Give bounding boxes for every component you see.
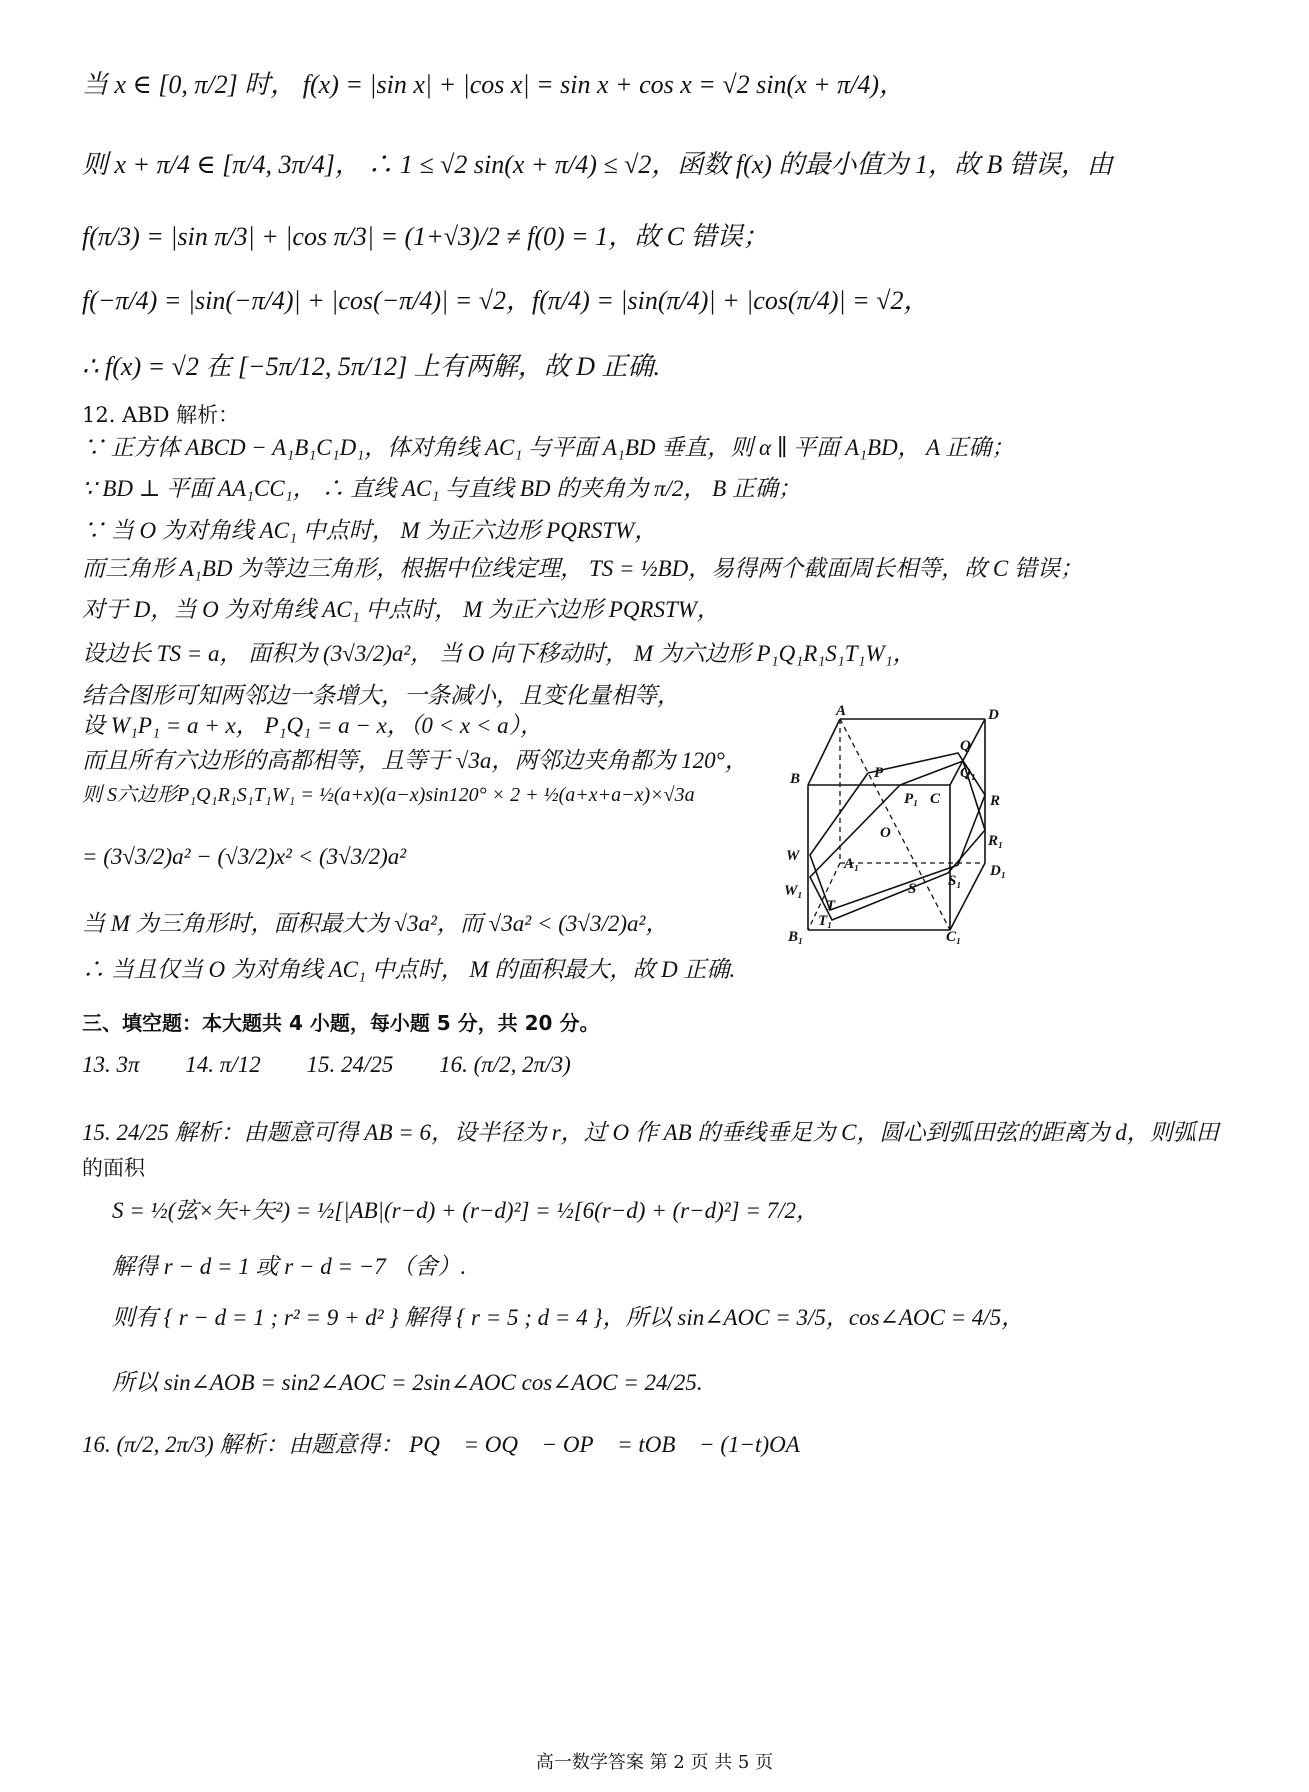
label-T1: T₁ [818, 913, 833, 929]
label-D: D [988, 707, 999, 723]
p12-line-6: 设边长 TS = a， 面积为 (3√3/2)a²， 当 O 向下移动时， M 为六边形 P₁Q₁R₁S₁T₁W₁， [82, 641, 916, 666]
p12-line-7: 结合图形可知两邻边一条增大，一条减小，且变化量相等， [82, 683, 680, 708]
label-W: W [786, 848, 800, 864]
p12-line-13: ∴ 当且仅当 O 为对角线 AC₁ 中点时， M 的面积最大，故 D 正确. [82, 957, 736, 982]
label-C: C [930, 791, 941, 807]
p11-line-3: f(π/3) = |sin π/3| + |cos π/3| = (1+√3)/2 ≠ f(0) = 1，故 C 错误； [82, 222, 769, 251]
label-O: O [880, 825, 891, 841]
p12-line-5: 对于 D，当 O 为对角线 AC₁ 中点时， M 为正六边形 PQRSTW， [82, 597, 720, 622]
page-footer: 高一数学答案 第 2 页 共 5 页 [535, 1752, 774, 1773]
p11-line-2: 则 x + π/4 ∈ [π/4, 3π/4]， ∴ 1 ≤ √2 sin(x + π/4) ≤ √2，函数 f(x) 的最小值为 1，故 B 错误，由 [82, 150, 1113, 179]
answer-14: 14. π/12 [185, 1052, 261, 1077]
label-S1: S₁ [948, 873, 962, 889]
label-P: P [874, 765, 884, 781]
diagonal-AC1 [840, 719, 950, 930]
label-C1: C₁ [946, 929, 962, 945]
label-D1: D₁ [990, 863, 1007, 879]
label-B1: B₁ [788, 929, 804, 945]
p15-line-4: 解得 r − d = 1 或 r − d = −7 （舍）. [112, 1254, 467, 1279]
p12-line-3: ∵ 当 O 为对角线 AC₁ 中点时， M 为正六边形 PQRSTW， [82, 518, 658, 543]
p12-line-1: ∵ 正方体 ABCD − A₁B₁C₁D₁，体对角线 AC₁ 与平面 A₁BD 垂直，则 α ∥ 平面 A₁BD， A 正确； [82, 435, 1015, 460]
p15-line-2: 的面积 [82, 1156, 145, 1180]
p11-line-5: ∴ f(x) = √2 在 [−5π/12, 5π/12] 上有两解，故 D 正确. [82, 352, 660, 381]
p12-line-10: 则 S六边形P₁Q₁R₁S₁T₁W₁ = ½(a+x)(a−x)sin120° × 2 + ½(a+x+a−x)×√3a [82, 784, 695, 806]
cube-figure [780, 705, 1040, 960]
label-R1: R₁ [988, 833, 1004, 849]
answer-13: 13. 3π [82, 1052, 140, 1077]
section-3-title: 三、填空题：本大题共 4 小题，每小题 5 分，共 20 分。 [82, 1011, 600, 1035]
p15-line-1: 15. 24/25 解析：由题意可得 AB = 6，设半径为 r，过 O 作 AB 的垂线垂足为 C，圆心到弧田弦的距离为 d，则弧田 [82, 1120, 1219, 1145]
p12-line-4: 而三角形 A₁BD 为等边三角形，根据中位线定理， TS = ½BD，易得两个截面周长相等，故 C 错误； [82, 556, 1084, 581]
p12-line-2: ∵ BD ⊥ 平面 AA₁CC₁， ∴ 直线 AC₁ 与直线 BD 的夹角为 π/2， B 正确； [82, 476, 801, 501]
label-Q1: Q₁ [960, 765, 977, 781]
answer-16: 16. (π/2, 2π/3) [439, 1052, 571, 1077]
p12-line-11: = (3√3/2)a² − (√3/2)x² < (3√3/2)a² [82, 844, 407, 869]
p11-line-4: f(−π/4) = |sin(−π/4)| + |cos(−π/4)| = √2，f(π/4) = |sin(π/4)| + |cos(π/4)| = √2， [82, 286, 930, 315]
p16-line-1: 16. (π/2, 2π/3) 解析：由题意得： PQ⃗ = OQ⃗ − OP⃗ = tOB⃗ − (1−t)OA⃗， [82, 1432, 836, 1457]
p12-line-12: 当 M 为三角形时，面积最大为 √3a²，而 √3a² < (3√3/2)a²， [82, 911, 669, 936]
label-B: B [790, 771, 801, 787]
answer-15: 15. 24/25 [306, 1052, 394, 1077]
p12-header: 12. ABD 解析： [82, 403, 240, 427]
label-A1: A₁ [844, 856, 860, 872]
label-R: R [990, 793, 1001, 809]
label-T: T [826, 898, 836, 914]
p11-line-1: 当 x ∈ [0, π/2] 时， f(x) = |sin x| + |cos x| = sin x + cos x = √2 sin(x + π/4)， [82, 70, 906, 99]
label-P1: P₁ [904, 791, 919, 807]
label-Q: Q [960, 738, 971, 754]
p12-line-8: 设 W₁P₁ = a + x， P₁Q₁ = a − x，（0 < x < a）， [82, 713, 544, 738]
label-S: S [908, 881, 917, 897]
p15-line-6: 所以 sin∠AOB = sin2∠AOC = 2sin∠AOC cos∠AOC = 24/25. [112, 1370, 703, 1395]
edge-AB [808, 719, 840, 785]
p12-line-9: 而且所有六边形的高都相等，且等于 √3a，两邻边夹角都为 120°， [82, 748, 748, 773]
label-A: A [836, 705, 847, 719]
answers-row [82, 1052, 611, 1078]
p15-line-3: S = ½(弦×矢+矢²) = ½[|AB|(r−d) + (r−d)²] = ½[6(r−d) + (r−d)²] = 7/2， [112, 1198, 820, 1223]
p15-line-5: 则有 { r − d = 1 ; r² = 9 + d² } 解得 { r = 5 ; d = 4 }，所以 sin∠AOC = 3/5，cos∠AOC = 4/5， [112, 1305, 1025, 1330]
label-W1: W₁ [784, 883, 803, 899]
